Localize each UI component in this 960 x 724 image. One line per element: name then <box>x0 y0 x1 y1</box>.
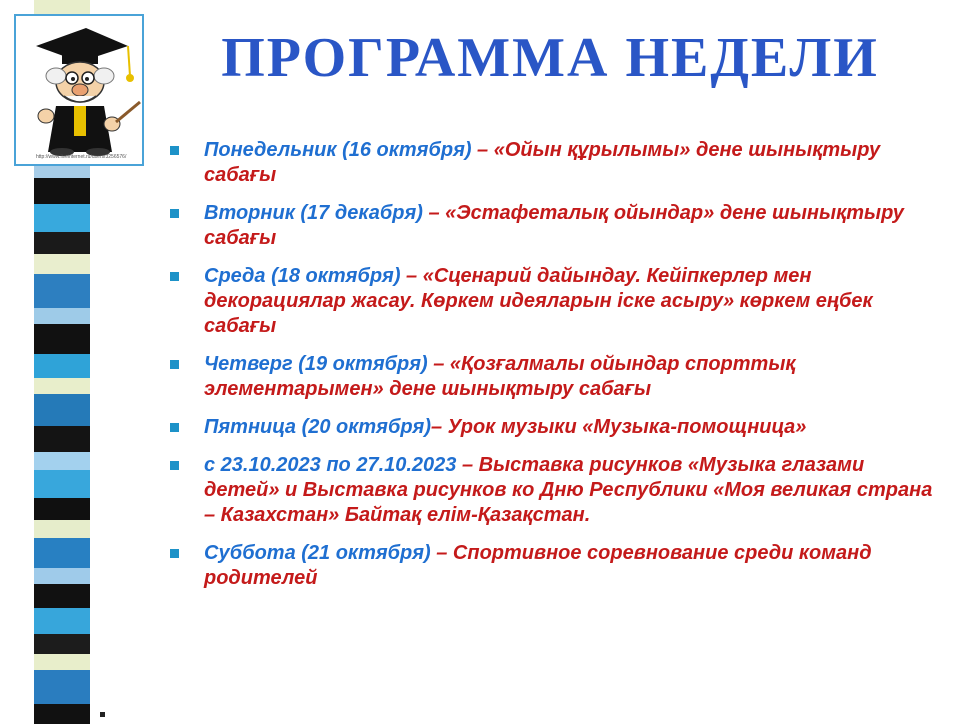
schedule-item-day: Понедельник (16 октября) <box>204 139 472 161</box>
corner-dot <box>100 712 105 717</box>
bullet-square-icon <box>170 146 179 155</box>
stripe-band <box>34 634 90 654</box>
page-title: ПРОГРАММА НЕДЕЛИ <box>221 27 879 89</box>
stripe-band <box>34 354 90 378</box>
stripe-band <box>34 308 90 324</box>
schedule-item <box>168 415 936 440</box>
stripe-band <box>34 274 90 308</box>
professor-cartoon-icon <box>16 16 142 156</box>
schedule-item-text: – «Қозғалмалы ойындар спорттық элементарымен» дене шынықтыру сабағы <box>204 353 796 400</box>
stripe-band <box>34 608 90 634</box>
stripe-band <box>34 254 90 274</box>
schedule-list <box>168 138 936 604</box>
schedule-item-text: – Урок музыки «Музыка-помощница» <box>431 416 807 438</box>
schedule-item-text: – «Сценарий дайындау. Кейіпкерлер мен декорациялар жасау. Көркем идеяларын іске асыру» көркем еңбек сабағы <box>204 265 873 337</box>
stripe-band <box>34 178 90 204</box>
schedule-item-text: – «Эстафеталық ойындар» дене шынықтыру сабағы <box>204 202 904 249</box>
bullet-square-icon <box>170 461 179 470</box>
stripe-band <box>34 394 90 426</box>
stripe-band <box>34 498 90 520</box>
stripe-band <box>34 704 90 724</box>
stripe-band <box>34 568 90 584</box>
schedule-item-day: с 23.10.2023 по 27.10.2023 <box>204 454 457 476</box>
stripe-band <box>34 426 90 452</box>
schedule-item-day: Суббота (21 октября) <box>204 542 431 564</box>
stripe-band <box>34 654 90 670</box>
schedule-item <box>168 541 936 591</box>
schedule-item-day: Пятница (20 октября) <box>204 416 431 438</box>
bullet-square-icon <box>170 423 179 432</box>
bullet-square-icon <box>170 360 179 369</box>
schedule-item-text: – «Ойын құрылымы» дене шынықтыру сабағы <box>204 139 881 186</box>
schedule-item-day: Среда (18 октября) <box>204 265 401 287</box>
stripe-band <box>34 584 90 608</box>
stripe-band <box>34 470 90 498</box>
bullet-square-icon <box>170 272 179 281</box>
stripe-band <box>34 204 90 232</box>
stripe-band <box>34 538 90 568</box>
schedule-item-day: Четверг (19 октября) <box>204 353 428 375</box>
logo-caption: http://www.liveinternet.ru/users/3256576/ <box>36 154 127 160</box>
stripe-band <box>34 452 90 470</box>
stripe-band <box>34 670 90 704</box>
logo-box <box>14 14 144 166</box>
schedule-item <box>168 264 936 339</box>
schedule-item-text: – Спортивное соревнование среди команд родителей <box>204 542 872 589</box>
bullet-square-icon <box>170 209 179 218</box>
stripe-band <box>34 232 90 254</box>
schedule-item <box>168 352 936 402</box>
schedule-item <box>168 453 936 528</box>
schedule-item <box>168 201 936 251</box>
bullet-square-icon <box>170 549 179 558</box>
schedule-item <box>168 138 936 188</box>
stripe-band <box>34 520 90 538</box>
stripe-band <box>34 378 90 394</box>
schedule-item-day: Вторник (17 декабря) <box>204 202 423 224</box>
schedule-item-text: – Выставка рисунков «Музыка глазами детей» и Выставка рисунков ко Дню Республики «Моя великая страна – Казахстан» Байтақ елім-Қазақстан. <box>204 454 933 526</box>
stripe-band <box>34 324 90 354</box>
